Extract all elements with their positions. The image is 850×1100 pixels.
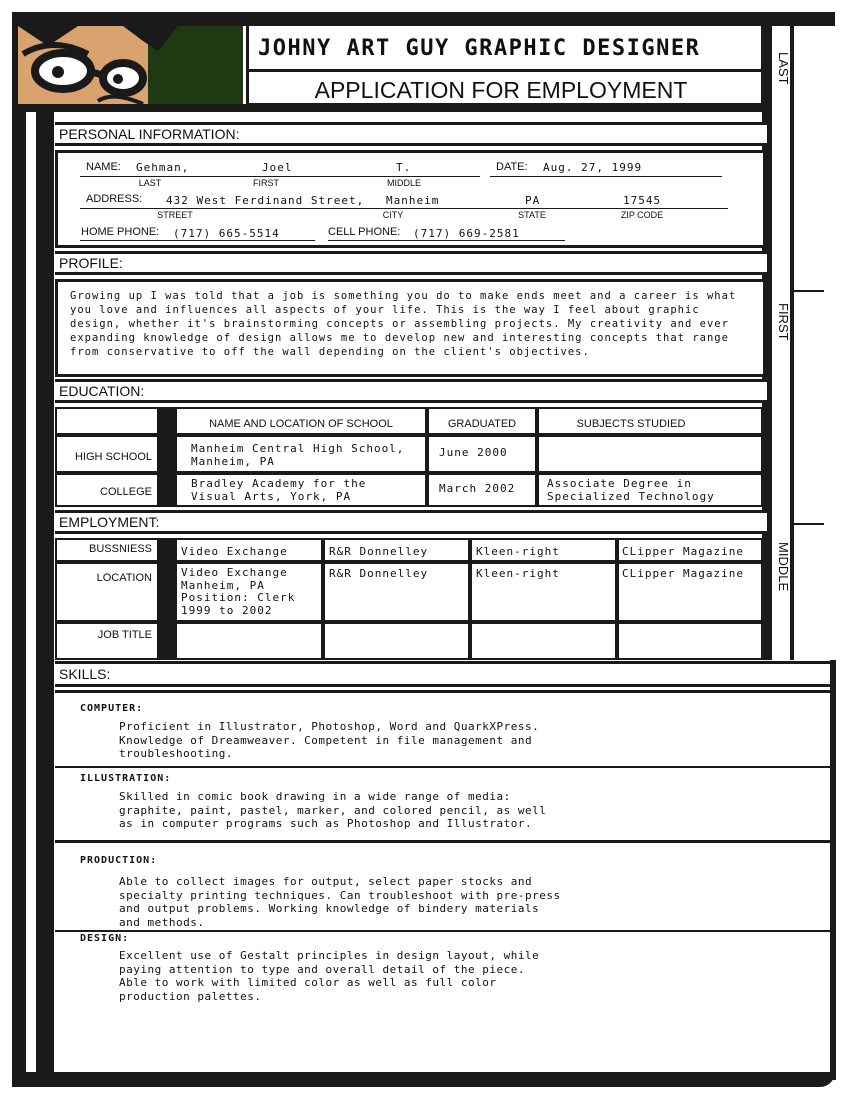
edu-hs-school: Manheim Central High School, Manheim, PA xyxy=(191,442,405,468)
emp-business-2: R&R Donnelley xyxy=(329,545,429,558)
date-value: Aug. 27, 1999 xyxy=(543,161,643,174)
emp-job-label-cell xyxy=(55,622,159,660)
tab-last: LAST xyxy=(776,52,791,85)
cell-phone-value: (717) 669-2581 xyxy=(413,227,520,240)
edu-hs-grad: June 2000 xyxy=(439,446,508,459)
edu-header-blank xyxy=(55,407,159,435)
cell-phone-underline xyxy=(328,240,565,241)
edu-col-school-label: NAME AND LOCATION OF SCHOOL xyxy=(209,418,393,430)
name-first: Joel xyxy=(262,161,293,174)
tab-divider xyxy=(794,290,824,292)
address-city: Manheim xyxy=(386,194,440,207)
date-label: DATE: xyxy=(496,161,528,173)
emp-location-1: Video Exchange Manheim, PA Position: Clerk 1999 to 2002 xyxy=(181,566,296,617)
name-label: NAME: xyxy=(86,161,121,173)
skills-divider xyxy=(55,930,830,932)
section-education-heading: EDUCATION: xyxy=(55,379,767,403)
section-skills-heading xyxy=(55,661,834,687)
frame-left xyxy=(12,12,26,1087)
section-employment-heading: EMPLOYMENT: xyxy=(55,510,767,534)
home-phone-value: (717) 665-5514 xyxy=(173,227,280,240)
edu-hs-subjects-cell xyxy=(537,435,763,473)
frame-top xyxy=(12,12,835,26)
date-underline xyxy=(490,176,722,177)
section-profile-heading: PROFILE: xyxy=(55,251,767,275)
name-last: Gehman, xyxy=(136,161,190,174)
skill-design-text: Excellent use of Gestalt principles in design layout, while paying attention to type and overall detail of the piece. Able to work with limited color as well as full color production palettes. xyxy=(119,949,540,1003)
emp-job-cell xyxy=(323,622,470,660)
skill-production-heading: PRODUCTION: xyxy=(80,855,158,866)
caption-zip: ZIP CODE xyxy=(620,210,664,220)
edu-college-school: Bradley Academy for the Visual Arts, York, PA xyxy=(191,477,367,503)
skill-illustration-heading: ILLUSTRATION: xyxy=(80,773,172,784)
emp-business-4: CLipper Magazine xyxy=(622,545,744,558)
emp-location-2: R&R Donnelley xyxy=(329,567,429,580)
emp-location-3: Kleen-right xyxy=(476,567,560,580)
emp-job-label: JOB TITLE xyxy=(97,629,152,641)
education-divider xyxy=(158,407,175,507)
emp-job-cell xyxy=(617,622,763,660)
emp-business-3: Kleen-right xyxy=(476,545,560,558)
edu-row-college-label: COLLEGE xyxy=(100,486,152,498)
frame-bottom xyxy=(12,1072,835,1087)
logo xyxy=(18,26,243,104)
header-rule xyxy=(12,104,764,112)
tab-first: FIRST xyxy=(776,303,791,341)
address-state: PA xyxy=(525,194,541,207)
skill-design-heading: DESIGN: xyxy=(80,933,130,944)
emp-job-cell xyxy=(175,622,323,660)
emp-location-label-cell xyxy=(55,562,159,622)
section-personal-heading: PERSONAL INFORMATION: xyxy=(55,122,767,146)
address-street: 432 West Ferdinand Street, xyxy=(166,194,365,207)
name-middle: T. xyxy=(396,161,412,174)
skills-heading-text: SKILLS: xyxy=(59,666,111,682)
emp-location-4: CLipper Magazine xyxy=(622,567,744,580)
caption-street: STREET xyxy=(157,210,193,220)
cell-phone-label: CELL PHONE: xyxy=(328,226,401,238)
caption-first: FIRST xyxy=(253,178,279,188)
skill-computer-text: Proficient in Illustrator, Photoshop, Word and QuarkXPress. Knowledge of Dreamweaver. Competent in file management and troubleshooting. xyxy=(119,720,540,760)
emp-location-label: LOCATION xyxy=(96,572,152,584)
address-label: ADDRESS: xyxy=(86,193,143,205)
edu-college-grad: March 2002 xyxy=(439,482,516,495)
address-zip: 17545 xyxy=(623,194,662,207)
header-name: JOHNY ART GUY GRAPHIC DESIGNER xyxy=(258,36,701,61)
edu-row-hs-label: HIGH SCHOOL xyxy=(74,451,152,463)
edu-col-graduated-label: GRADUATED xyxy=(447,418,517,430)
skill-computer-heading: COMPUTER: xyxy=(80,703,144,714)
emp-job-cell xyxy=(470,622,617,660)
edu-college-subjects: Associate Degree in Specialized Technology xyxy=(547,477,715,503)
home-phone-underline xyxy=(80,240,315,241)
skills-divider xyxy=(55,766,830,768)
address-underline xyxy=(80,208,728,209)
edu-col-subjects-label: SUBJECTS STUDIED xyxy=(576,418,686,430)
profile-text: Growing up I was told that a job is something you do to make ends meet and a career is what you love and influences all aspects of your life. This is the way I feel about graphic design, whether it's brainstorming concepts or assembling projects. My creativity and ever expanding knowledge of design allows me to develop new and interesting concepts that range from conservative to off the wall depending on the client's objectives. xyxy=(70,290,737,358)
employment-divider xyxy=(158,538,175,660)
tab-middle: MIDDLE xyxy=(776,542,791,592)
header-form-title: APPLICATION FOR EMPLOYMENT xyxy=(314,77,688,103)
emp-business-1: Video Exchange xyxy=(181,545,288,558)
caption-city: CITY xyxy=(382,210,404,220)
caption-middle: MIDDLE xyxy=(386,178,421,188)
name-underline xyxy=(80,176,480,177)
skills-divider xyxy=(55,840,830,843)
caption-last: LAST xyxy=(138,178,162,188)
caption-state: STATE xyxy=(518,210,546,220)
skill-illustration-text: Skilled in comic book drawing in a wide range of media: graphite, paint, pastel, marker, and colored pencil, as well as in computer programs such as Photoshop and Illustrator. xyxy=(119,790,547,830)
emp-business-label: BUSSNIESS xyxy=(89,543,152,555)
home-phone-label: HOME PHONE: xyxy=(81,226,160,238)
skills-rule xyxy=(55,690,830,693)
tab-divider xyxy=(794,523,824,525)
frame-right-bottom xyxy=(830,660,836,1080)
cartoon-face-with-glasses-icon xyxy=(18,26,243,104)
skill-production-text: Able to collect images for output, select paper stocks and specialty printing techniques. Can troubleshoot with pre-press and output problems. Working knowledge of bindery materials and methods. xyxy=(119,875,561,929)
frame-left-inner xyxy=(36,110,54,1087)
